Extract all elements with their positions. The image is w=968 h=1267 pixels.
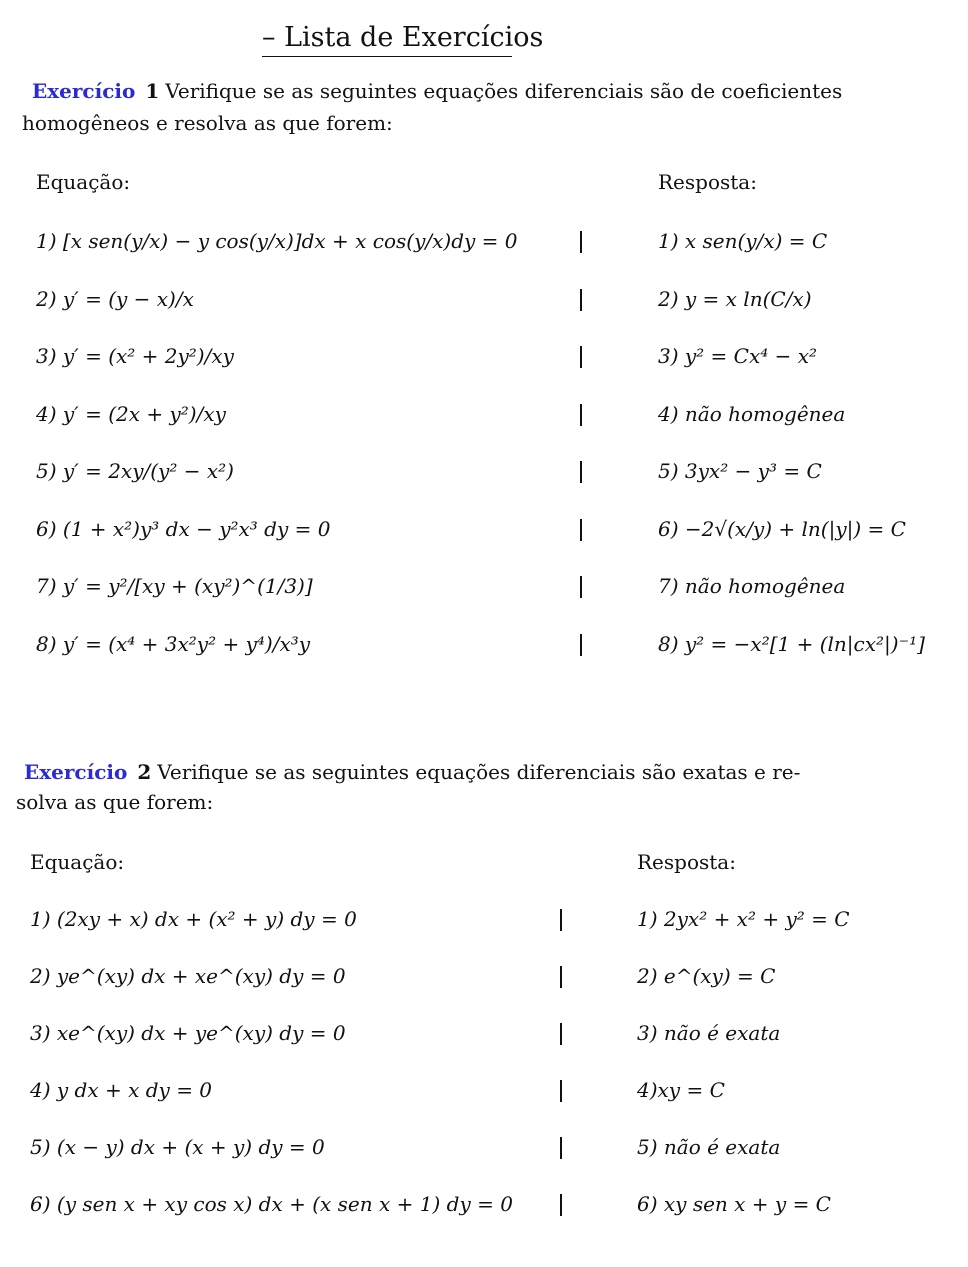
equation-cell: 3) xe^(xy) dx + ye^(xy) dy = 0 — [30, 1021, 346, 1045]
column-divider — [560, 1194, 562, 1216]
column-divider — [580, 404, 582, 426]
equation-cell: 1) (2xy + x) dx + (x² + y) dy = 0 — [30, 907, 357, 931]
equation-cell: 2) ye^(xy) dx + xe^(xy) dy = 0 — [30, 964, 346, 988]
column-divider — [580, 231, 582, 253]
exercise-1-line2: homogêneos e resolva as que forem: — [22, 111, 393, 135]
answer-cell: 5) não é exata — [637, 1135, 781, 1159]
column-divider — [580, 519, 582, 541]
column-divider — [560, 966, 562, 988]
exercise-1-header-equation: Equação: — [36, 170, 131, 194]
column-divider — [560, 1080, 562, 1102]
column-divider — [580, 634, 582, 656]
column-divider — [580, 289, 582, 311]
table-row — [0, 454, 968, 488]
exercise-1-line1: Verifique se as seguintes equações diferenciais são de coeficientes — [165, 79, 843, 103]
column-divider — [580, 461, 582, 483]
table-row — [0, 959, 968, 993]
page-title: – Lista de Exercícios — [262, 22, 512, 57]
column-divider — [580, 346, 582, 368]
exercise-2-keyword: Exercício — [24, 760, 128, 784]
column-divider — [560, 909, 562, 931]
equation-cell: 4) y′ = (2x + y²)/xy — [36, 401, 226, 426]
answer-cell: 3) y² = Cx⁴ − x² — [658, 344, 818, 368]
table-row — [0, 224, 968, 258]
equation-cell: 4) y dx + x dy = 0 — [30, 1078, 213, 1102]
answer-cell: 7) não homogênea — [658, 574, 846, 598]
exercise-2-header-answer: Resposta: — [637, 850, 736, 874]
answer-cell: 4) não homogênea — [658, 401, 846, 426]
exercise-1-keyword: Exercício — [32, 79, 136, 103]
equation-cell: 1) [x sen(y/x) − y cos(y/x)]dx + x cos(y/x)dy = 0 — [36, 229, 518, 253]
exercise-1-statement — [32, 76, 842, 106]
equation-cell: 8) y′ = (x⁴ + 3x²y² + y⁴)/x³y — [36, 631, 311, 656]
exercise-1-header-answer: Resposta: — [658, 170, 757, 194]
table-row — [0, 902, 968, 936]
column-divider — [580, 576, 582, 598]
column-divider — [560, 1137, 562, 1159]
equation-cell: 5) (x − y) dx + (x + y) dy = 0 — [30, 1135, 325, 1159]
exercise-2-line2: solva as que forem: — [16, 790, 214, 814]
table-row — [0, 397, 968, 431]
answer-cell: 5) 3yx² − y³ = C — [658, 459, 822, 483]
table-row — [0, 339, 968, 373]
equation-cell: 3) y′ = (x² + 2y²)/xy — [36, 344, 234, 368]
table-row — [0, 1016, 968, 1050]
answer-cell: 8) y² = −x²[1 + (ln|cx²|)⁻¹] — [658, 631, 925, 656]
table-row — [0, 1187, 968, 1221]
table-row — [0, 1073, 968, 1107]
table-row — [0, 282, 968, 316]
table-row — [0, 512, 968, 546]
answer-cell: 6) xy sen x + y = C — [637, 1192, 831, 1216]
equation-cell: 2) y′ = (y − x)/x — [36, 286, 194, 311]
equation-cell: 5) y′ = 2xy/(y² − x²) — [36, 459, 234, 483]
answer-cell: 1) x sen(y/x) = C — [658, 229, 828, 253]
table-row — [0, 627, 968, 661]
answer-cell: 1) 2yx² + x² + y² = C — [637, 907, 850, 931]
exercise-2-statement — [24, 757, 800, 787]
exercise-2-number: 2 — [137, 760, 152, 784]
answer-cell: 4)xy = C — [637, 1078, 725, 1102]
answer-cell: 2) y = x ln(C/x) — [658, 286, 812, 311]
answer-cell: 3) não é exata — [637, 1021, 781, 1045]
table-row — [0, 1130, 968, 1164]
answer-cell: 6) −2√(x/y) + ln(|y|) = C — [658, 516, 906, 541]
table-row — [0, 569, 968, 603]
equation-cell: 7) y′ = y²/[xy + (xy²)^(1/3)] — [36, 574, 313, 598]
exercise-2-header-equation: Equação: — [30, 850, 125, 874]
equation-cell: 6) (1 + x²)y³ dx − y²x³ dy = 0 — [36, 516, 331, 541]
exercise-1-number: 1 — [145, 79, 160, 103]
column-divider — [560, 1023, 562, 1045]
answer-cell: 2) e^(xy) = C — [637, 964, 776, 988]
equation-cell: 6) (y sen x + xy cos x) dx + (x sen x + 1) dy = 0 — [30, 1192, 513, 1216]
exercise-2-line1: Verifique se as seguintes equações diferenciais são exatas e re- — [157, 760, 801, 784]
